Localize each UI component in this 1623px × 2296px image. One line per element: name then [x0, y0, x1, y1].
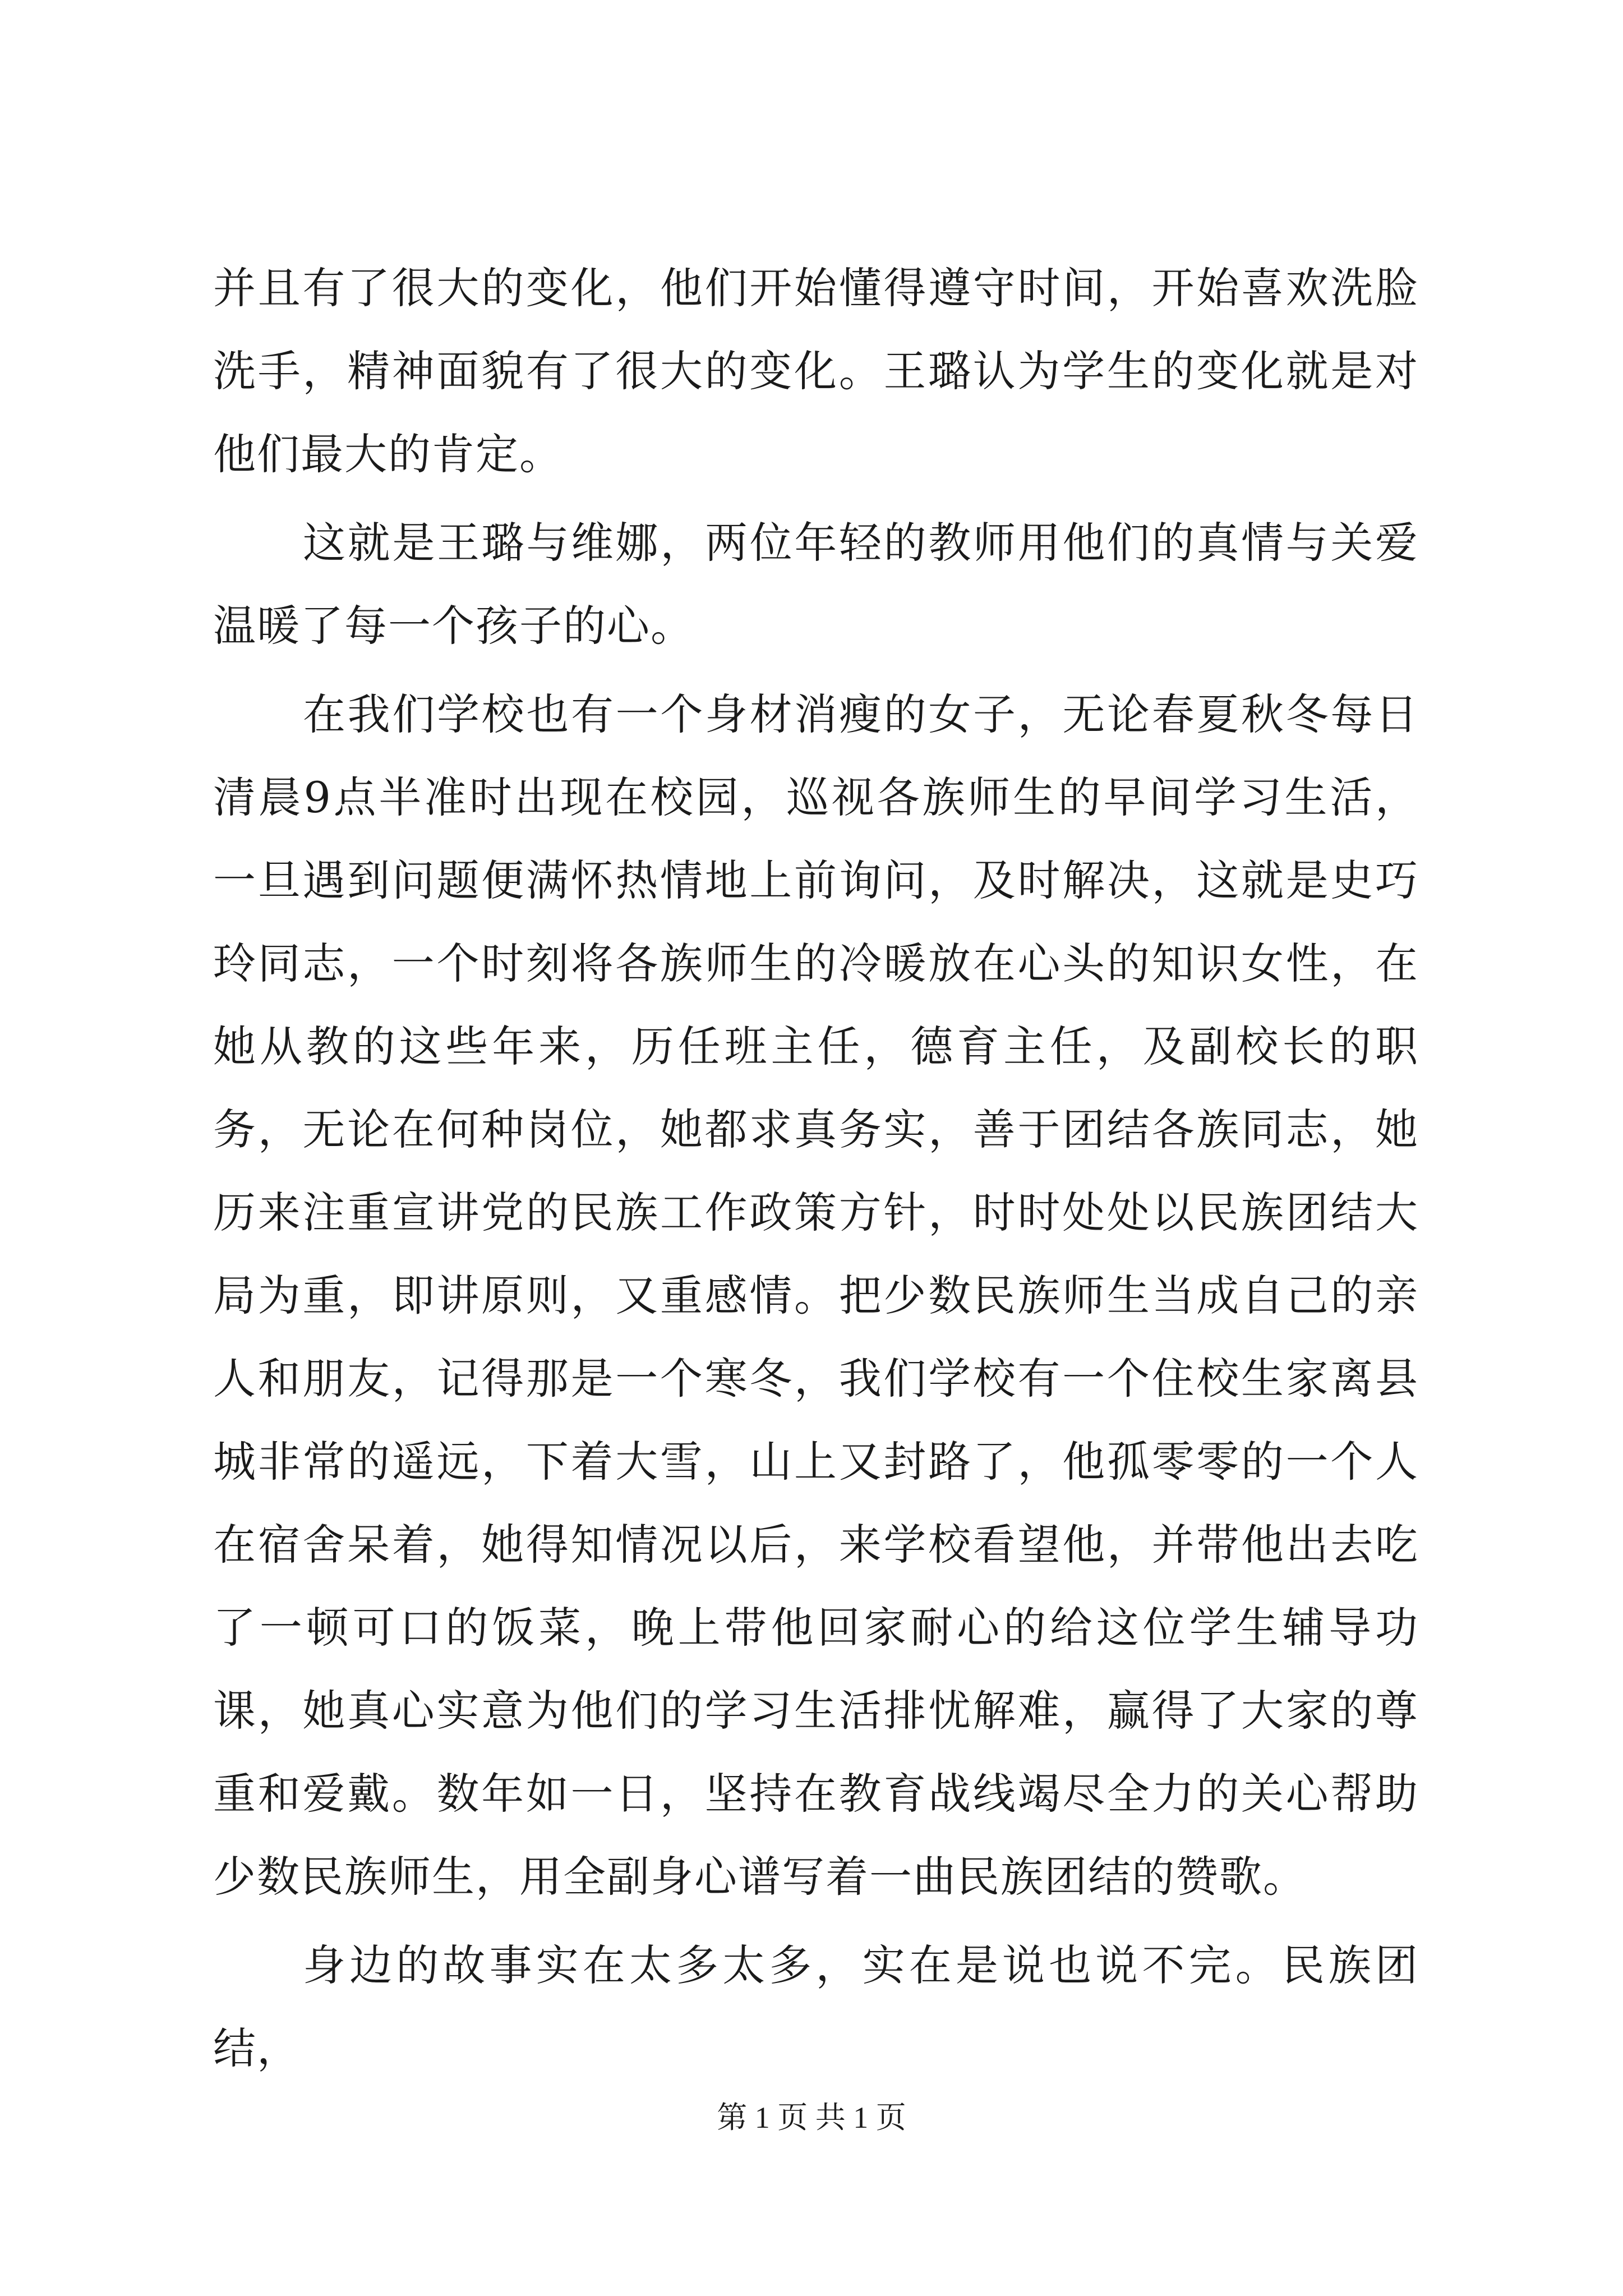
page-footer: 第 1 页 共 1 页 [717, 2101, 906, 2134]
paragraph-3: 在我们学校也有一个身材消瘦的女子，无论春夏秋冬每日清晨9点半准时出现在校园，巡视各族师生的早间学习生活，一旦遇到问题便满怀热情地上前询问，及时解决，这就是史巧玲同志，一个时刻将各族师生的冷暖放在心头的知识女性，在她从教的这些年来，历任班主任，德育主任，及副校长的职务，无论在何种岗位，她都求真务实，善于团结各族同志，她历来注重宣讲党的民族工作政策方针，时时处处以民族团结大局为重，即讲原则，又重感情。把少数民族师生当成自己的亲人和朋友，记得那是一个寒冬，我们学校有一个住校生家离县城非常的遥远，下着大雪，山上又封路了，他孤零零的一个人在宿舍呆着，她得知情况以后，来学校看望他，并带他出去吃了一顿可口的饭菜，晚上带他回家耐心的给这位学生辅导功课，她真心实意为他们的学习生活排忧解难，赢得了大家的尊重和爱戴。数年如一日，坚持在教育战线竭尽全力的关心帮助少数民族师生，用全副身心谱写着一曲民族团结的赞歌。 [213, 689, 1419, 1902]
paragraph-1: 并且有了很大的变化，他们开始懂得遵守时间，开始喜欢洗脸洗手，精神面貌有了很大的变化。王璐认为学生的变化就是对他们最大的肯定。 [213, 263, 1419, 479]
document-body [213, 247, 1419, 2090]
paragraph-2: 这就是王璐与维娜，两位年轻的教师用他们的真情与关爱温暖了每一个孩子的心。 [213, 518, 1419, 651]
paragraph-4: 身边的故事实在太多太多，实在是说也说不完。民族团结， [213, 1940, 1419, 2073]
